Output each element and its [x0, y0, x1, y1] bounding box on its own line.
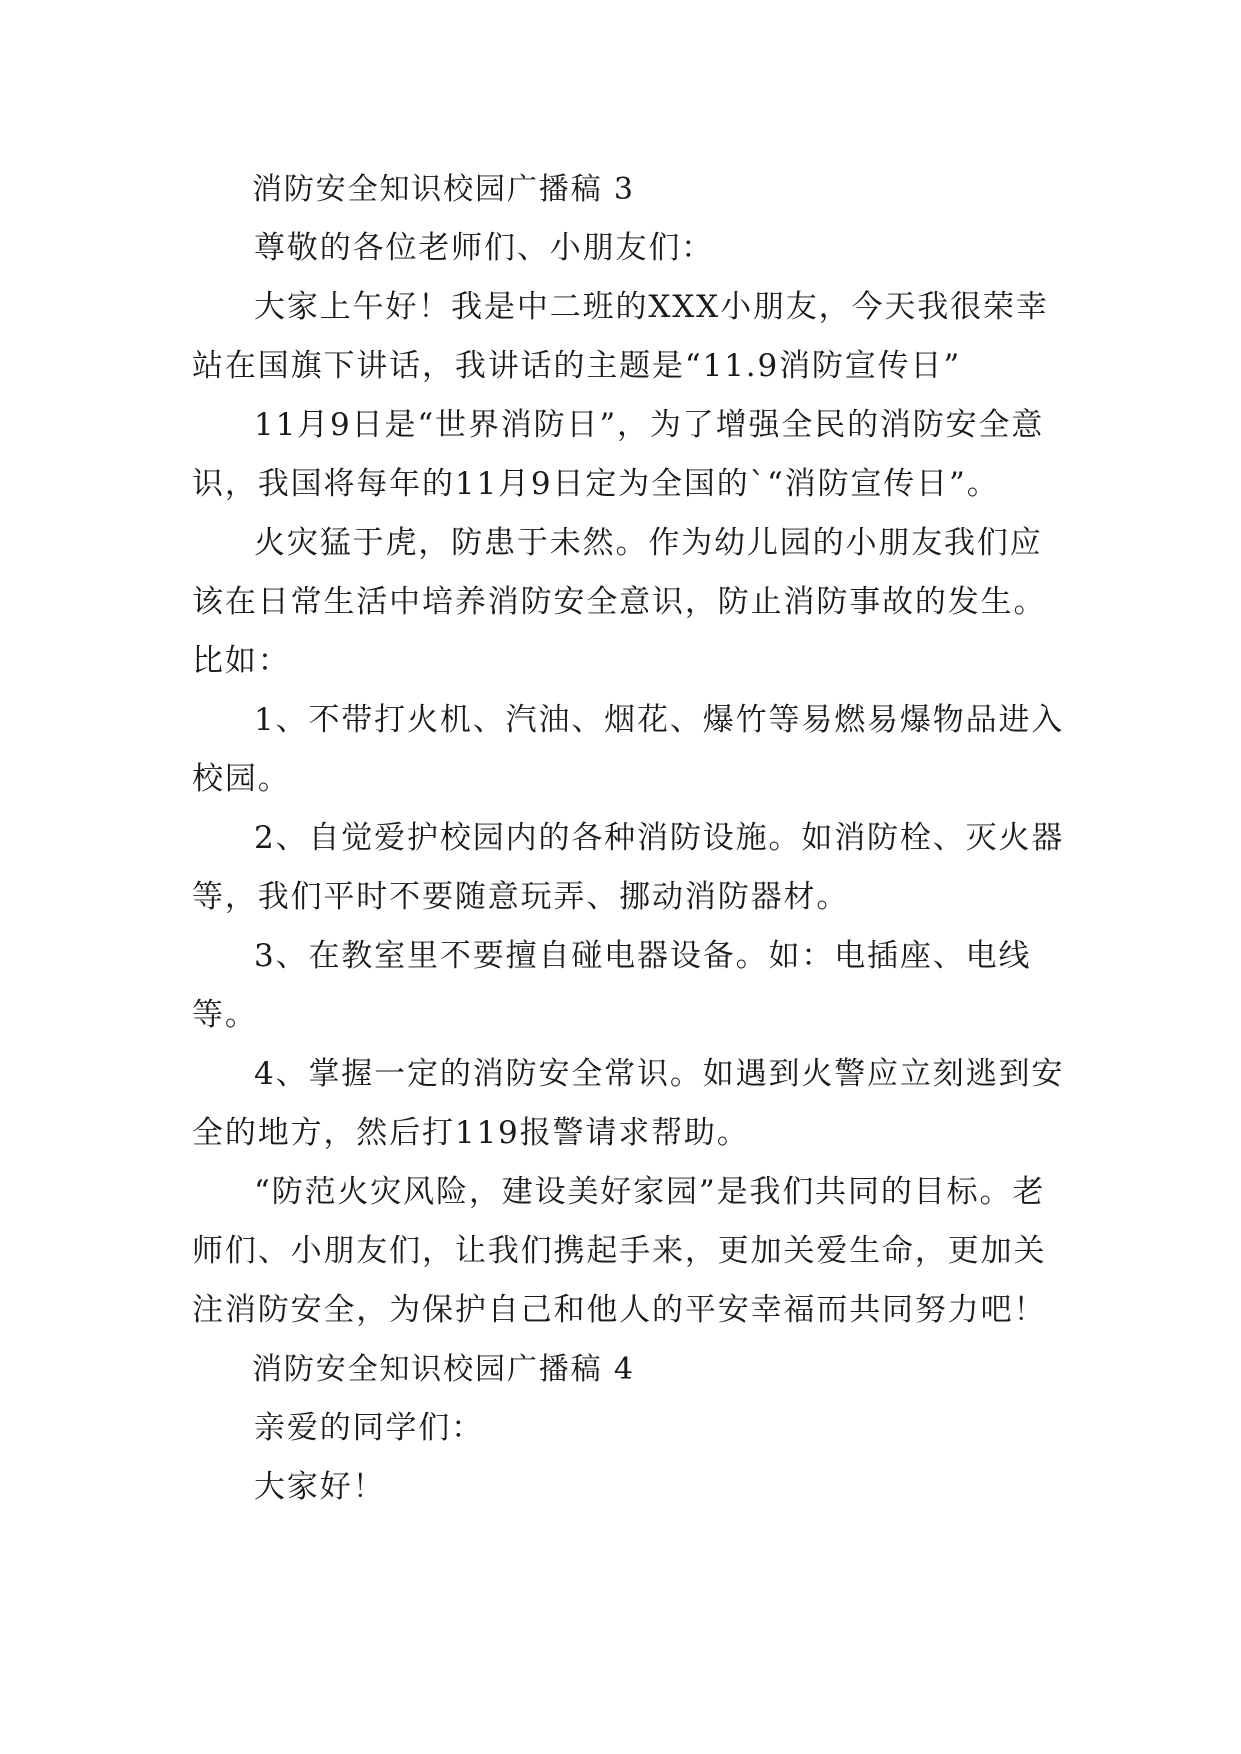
paragraph-greeting: 大家上午好！我是中二班的XXX小朋友，今天我很荣幸站在国旗下讲话，我讲话的主题是“11.9消防宣传日” [192, 289, 1049, 384]
paragraph-prevention: 火灾猛于虎，防患于未然。作为幼儿园的小朋友我们应该在日常生活中培养消防安全意识，防止消防事故的发生。比如： [192, 525, 1047, 679]
list-item-2: 2、自觉爱护校园内的各种消防设施。如消防栓、灭火器等，我们平时不要随意玩弄、挪动消防器材。 [192, 820, 1065, 915]
document-body [192, 160, 1069, 1517]
section-title-3: 消防安全知识校园广播稿 3 [252, 172, 635, 207]
greeting-hello: 大家好！ [254, 1469, 386, 1505]
salutation-students: 亲爱的同学们： [254, 1410, 485, 1446]
section-title-4: 消防安全知识校园广播稿 4 [252, 1352, 635, 1387]
list-item-1: 1、不带打火机、汽油、烟花、爆竹等易燃易爆物品进入校园。 [192, 702, 1065, 797]
list-item-4: 4、掌握一定的消防安全常识。如遇到火警应立刻逃到安全的地方，然后打119报警请求帮助。 [192, 1056, 1065, 1151]
salutation: 尊敬的各位老师们、小朋友们： [254, 230, 715, 266]
list-item-3: 3、在教室里不要擅自碰电器设备。如：电插座、电线等。 [192, 938, 1032, 1033]
paragraph-closing: “防范火灾风险，建设美好家园”是我们共同的目标。老师们、小朋友们，让我们携起手来，更加关爱生命，更加关注消防安全，为保护自己和他人的平安幸福而共同努力吧！ [192, 1174, 1047, 1328]
paragraph-fire-day: 11月9日是“世界消防日”，为了增强全民的消防安全意识，我国将每年的11月9日定为全国的`“消防宣传日”。 [192, 407, 1045, 502]
